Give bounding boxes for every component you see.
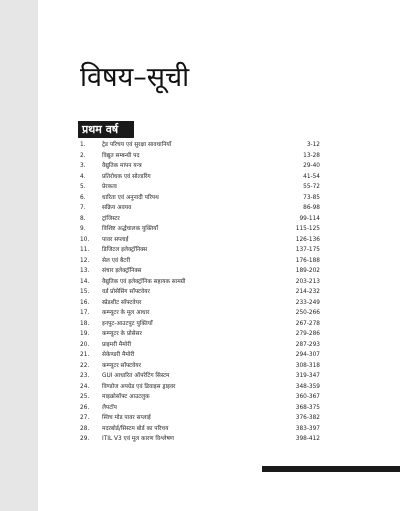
toc-entry-title: डिजिटल इलेक्ट्रॉनिक्स <box>102 247 148 253</box>
toc-entry-pages: 29-40 <box>303 163 320 169</box>
toc-entry-number: 9. <box>80 226 86 232</box>
toc-entry-number: 23. <box>80 373 90 379</box>
toc-entry[interactable] <box>80 224 320 235</box>
toc-entry-title: मदरबोर्ड/सिस्टम बोर्ड का परिचय <box>102 425 169 432</box>
toc-entry-title: ITIL V3 एवं मूल कारण विश्लेषण <box>102 436 174 442</box>
toc-entry-number: 3. <box>80 163 86 169</box>
toc-entry-number: 25. <box>80 394 90 400</box>
toc-entry-title: GUI आधारित ऑपरेटिंग सिस्टम <box>102 373 170 379</box>
toc-entry-number: 13. <box>80 268 90 274</box>
toc-entry-pages: 86-98 <box>303 205 320 211</box>
toc-entry-pages: 55-72 <box>303 184 320 190</box>
bottom-decorative-bar <box>262 466 400 472</box>
toc-entry-title: वैद्युतिक एवं इलेक्ट्रॉनिक सहायक सामग्री <box>102 278 186 285</box>
toc-entry[interactable] <box>80 140 320 151</box>
toc-entry-pages: 250-266 <box>295 310 320 316</box>
toc-entry-number: 22. <box>80 362 90 369</box>
toc-entry-title: कम्प्यूटर के प्रोसेसर <box>102 331 142 337</box>
toc-entry-number: 8. <box>80 215 86 222</box>
toc-entry[interactable] <box>80 161 320 172</box>
toc-entry-title: विण्डोज अपग्रेड एवं डिवाइस ड्राइवर <box>102 383 176 390</box>
toc-entry-title: सेकेण्डरी मैमोरी <box>102 352 135 358</box>
toc-entry-pages: 233-249 <box>295 299 320 306</box>
toc-entry-number: 4. <box>80 173 86 180</box>
toc-entry-number: 10. <box>80 236 90 243</box>
toc-entry-pages: 383-397 <box>295 425 320 432</box>
toc-entry-pages: 189-202 <box>295 268 320 274</box>
toc-entry[interactable] <box>80 350 320 361</box>
toc-entry-number: 21. <box>80 352 90 358</box>
toc-entry[interactable] <box>80 434 320 445</box>
toc-entry-title: लैपटॉप <box>102 404 117 411</box>
toc-entry-number: 20. <box>80 341 90 348</box>
toc-entry[interactable] <box>80 319 320 330</box>
toc-entry-pages: 398-412 <box>295 436 320 442</box>
toc-entry-title: संचार इलेक्ट्रॉनिक्स <box>102 268 142 274</box>
toc-entry-title: विशिष्ट अर्द्धचालक युक्तियाँ <box>102 226 159 232</box>
toc-entry-pages: 203-213 <box>295 278 320 285</box>
toc-entry-title: इनपुट-आउटपुट युक्तियाँ <box>102 320 153 327</box>
toc-entry-pages: 360-367 <box>295 394 320 400</box>
toc-entry-title: विद्युत सम्बन्धी पद <box>102 152 140 159</box>
toc-entry[interactable] <box>80 308 320 319</box>
toc-entry[interactable] <box>80 329 320 340</box>
toc-entry-number: 28. <box>80 425 90 432</box>
toc-entry[interactable] <box>80 182 320 193</box>
toc-entry-number: 1. <box>80 142 86 148</box>
toc-entry[interactable] <box>80 403 320 414</box>
toc-entry[interactable] <box>80 214 320 225</box>
toc-entry-pages: 73-85 <box>303 194 320 201</box>
toc-entry-title: ट्रेड परिचय एवं सुरक्षा सावधानियाँ <box>102 142 172 148</box>
toc-entry[interactable] <box>80 266 320 277</box>
toc-entry-number: 29. <box>80 436 90 442</box>
toc-entry-pages: 319-347 <box>295 373 320 379</box>
toc-entry-title: ट्रांजिस्टर <box>102 215 120 222</box>
toc-entry-title: प्रतिरोधक एवं सोल्डरिंग <box>102 173 151 180</box>
page-title: विषय–सूची <box>80 62 190 93</box>
toc-entry-pages: 294-307 <box>295 352 320 358</box>
toc-entry-title: सक्रिय अवयव <box>102 205 132 211</box>
toc-entry[interactable] <box>80 382 320 393</box>
toc-entry-pages: 137-175 <box>295 247 320 253</box>
toc-list <box>80 140 320 445</box>
toc-entry-pages: 368-375 <box>295 404 320 411</box>
toc-entry-pages: 99-114 <box>299 215 320 222</box>
toc-entry-number: 18. <box>80 320 90 327</box>
toc-entry-number: 15. <box>80 289 90 295</box>
toc-entry-title: वर्ड प्रोसेसिंग सॉफ्टवेयर <box>102 289 150 295</box>
toc-entry[interactable] <box>80 413 320 424</box>
toc-entry-number: 14. <box>80 278 90 285</box>
toc-entry-number: 27. <box>80 415 90 421</box>
toc-entry[interactable] <box>80 298 320 309</box>
toc-entry-title: स्प्रेडशीट सॉफ्टवेयर <box>102 299 142 306</box>
toc-entry-pages: 267-278 <box>295 320 320 327</box>
toc-entry[interactable] <box>80 151 320 162</box>
toc-entry[interactable] <box>80 277 320 288</box>
toc-entry-number: 11. <box>80 247 90 253</box>
toc-entry-number: 12. <box>80 257 90 264</box>
toc-entry-number: 26. <box>80 404 90 411</box>
toc-entry-number: 19. <box>80 331 90 337</box>
toc-entry[interactable] <box>80 287 320 298</box>
toc-entry-pages: 376-382 <box>295 415 320 421</box>
toc-entry-number: 7. <box>80 205 86 211</box>
toc-entry-pages: 287-293 <box>295 341 320 348</box>
toc-entry[interactable] <box>80 203 320 214</box>
toc-entry-pages: 41-54 <box>303 173 320 180</box>
toc-entry-pages: 176-188 <box>295 257 320 264</box>
toc-entry[interactable] <box>80 172 320 183</box>
toc-entry-title: माइक्रोसॉफ्ट आउटलुक <box>102 394 150 400</box>
toc-entry[interactable] <box>80 392 320 403</box>
toc-entry-title: धारिता एवं अनुनादी परिपथ <box>102 194 159 201</box>
toc-entry[interactable] <box>80 193 320 204</box>
toc-entry-title: स्विच मोड पावर सप्लाई <box>102 415 151 421</box>
toc-entry-pages: 214-232 <box>295 289 320 295</box>
toc-entry-number: 16. <box>80 299 90 306</box>
toc-entry[interactable] <box>80 256 320 267</box>
toc-entry-number: 2. <box>80 152 86 159</box>
toc-entry-title: वैद्युतिक मापन यन्त्र <box>102 163 142 169</box>
toc-entry-pages: 115-125 <box>295 226 320 232</box>
toc-entry-title: प्राइमरी मैमोरी <box>102 341 132 348</box>
toc-entry-pages: 308-318 <box>295 362 320 369</box>
toc-entry-number: 17. <box>80 310 90 316</box>
toc-entry-pages: 3-12 <box>306 142 320 148</box>
toc-entry[interactable] <box>80 235 320 246</box>
toc-entry-title: कम्प्यूटर सॉफ्टवेयर <box>102 362 142 369</box>
toc-entry-pages: 348-359 <box>295 383 320 390</box>
toc-entry-title: प्रेरकत्व <box>102 184 117 190</box>
toc-entry-pages: 126-136 <box>295 236 320 243</box>
toc-entry-pages: 13-28 <box>303 152 320 159</box>
toc-entry-title: सेल एवं बैटरी <box>102 257 131 264</box>
toc-entry[interactable] <box>80 361 320 372</box>
toc-entry-number: 24. <box>80 383 90 390</box>
toc-entry[interactable] <box>80 340 320 351</box>
toc-entry[interactable] <box>80 245 320 256</box>
section-label: प्रथम वर्ष <box>78 121 134 138</box>
toc-entry-number: 6. <box>80 194 86 201</box>
toc-entry-pages: 279-286 <box>295 331 320 337</box>
toc-entry[interactable] <box>80 371 320 382</box>
toc-entry-number: 5. <box>80 184 86 190</box>
toc-entry[interactable] <box>80 424 320 435</box>
toc-entry-title: कम्प्यूटर के मूल आधार <box>102 310 150 316</box>
toc-entry-title: पावर सप्लाई <box>102 236 129 243</box>
side-margin-strip <box>0 0 38 511</box>
